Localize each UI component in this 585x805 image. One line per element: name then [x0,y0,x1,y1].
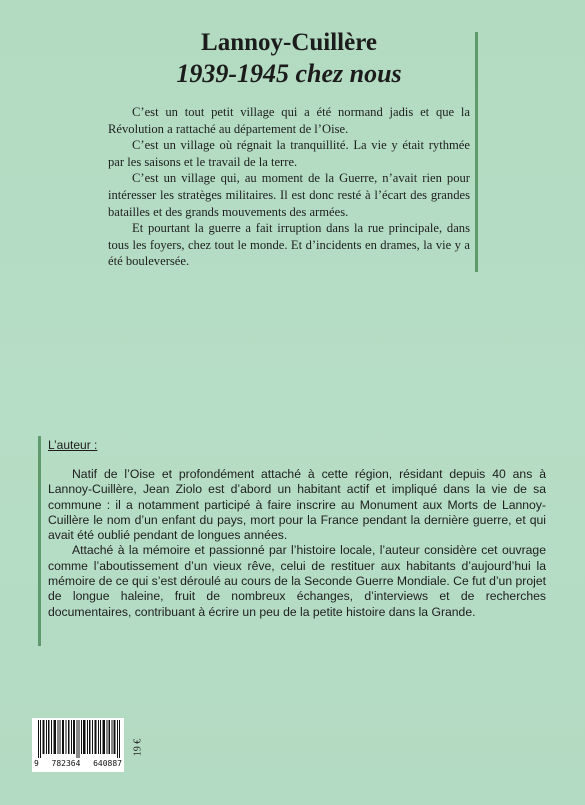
vertical-rule-top [475,32,478,272]
synopsis-paragraph: C’est un tout petit village qui a été normand jadis et que la Révolution a rattaché au département de l’Oise. [108,105,470,136]
barcode-digit-prefix: 9 [34,759,39,768]
author-section [48,436,546,620]
barcode-bars [38,720,120,758]
barcode-digits [32,759,124,768]
author-bio [48,467,546,620]
book-title: Lannoy-Cuillère [201,29,377,56]
author-paragraph: Natif de l’Oise et profondément attaché à cette région, résidant depuis 40 ans à Lannoy-Cuillère, Jean Ziolo est d’abord un habitant actif et impliqué dans la vie de sa commune : il a notamment participé à faire inscrire au Monument aux Morts de Lannoy-Cuillère le nom d’un enfant du pays, mort pour la France pendant la dernière guerre, et qui avait été oublié pendant de longues années. [48,467,546,543]
vertical-rule-bottom [38,436,41,646]
synopsis-paragraph: C’est un village qui, au moment de la Guerre, n’avait rien pour intéresser les stratèges militaires. Il est donc resté à l’écart des grandes batailles et des grands mouvements des armées. [108,171,470,219]
author-paragraph: Attaché à la mémoire et passionné par l’histoire locale, l’auteur considère cet ouvrage comme l’aboutissement d’un vieux rêve, celui de restituer aux habitants d’aujourd’hui la mémoire de ce qui s’est déroulé au cours de la Seconde Guerre Mondiale. Ce fut d’un projet de longue haleine, fruit de nombreux échanges, d’interviews et de recherches documentaires, contribuant à écrire un peu de la petite histoire dans la Grande. [48,543,546,619]
barcode-digit-group: 782364 [51,759,81,768]
author-heading: L’auteur : [48,438,98,452]
price-label: 19 € [132,738,144,757]
book-subtitle: 1939-1945 chez nous [176,59,402,88]
barcode-digit-group: 640887 [93,759,122,768]
synopsis-paragraph: C’est un village où régnait la tranquillité. La vie y était rythmée par les saisons et le travail de la terre. [108,138,470,169]
synopsis [108,104,470,270]
cover-header [108,28,470,270]
isbn-barcode [32,718,124,772]
synopsis-paragraph: Et pourtant la guerre a fait irruption dans la rue principale, dans tous les foyers, chez tout le monde. Et d’incidents en drames, la vie y a été bouleversée. [108,221,470,269]
